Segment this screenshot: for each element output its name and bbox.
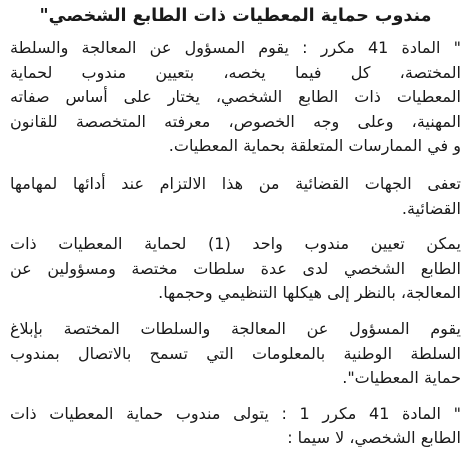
text-line: يمكن تعيين مندوب واحد (1) لحماية المعطيات ذات bbox=[10, 234, 461, 254]
paragraph-notification bbox=[10, 317, 461, 391]
section-heading: مندوب حماية المعطيات ذات الطابع الشخصي" bbox=[39, 6, 432, 26]
text-line: المختصة، كل فيما يخصه، بتعيين مندوب لحماية bbox=[10, 62, 461, 82]
text-line: المهنية، وعلى وجه الخصوص، معرفته المتخصصة للقانون bbox=[10, 111, 461, 131]
text-line: المعطيات ذات الطابع الشخصي، يختار على أساس صفاته bbox=[10, 87, 461, 107]
text-line: المعالجة، بالنظر إلى هيكلها التنظيمي وحجمها. bbox=[158, 283, 461, 303]
text-line: تعفى الجهات القضائية من هذا الالتزام عند أدائها لمهامها bbox=[10, 173, 461, 193]
text-line: السلطة الوطنية بالمعلومات التي تسمح بالاتصال بمندوب bbox=[10, 343, 461, 363]
paragraph-article-41-bis-1 bbox=[10, 402, 461, 451]
text-line: يقوم المسؤول عن المعالجة والسلطات المختصة بإبلاغ bbox=[10, 318, 461, 338]
text-line: القضائية. bbox=[401, 198, 461, 218]
text-line: الطابع الشخصي لدى عدة سلطات مختصة ومسؤولين عن bbox=[10, 258, 461, 278]
paragraph-article-41-bis bbox=[10, 36, 461, 159]
text-line: الطابع الشخصي، لا سيما : bbox=[287, 428, 461, 448]
paragraph-single-delegate bbox=[10, 232, 461, 306]
text-line: و في الممارسات المتعلقة بحماية المعطيات. bbox=[168, 136, 461, 156]
text-line: " المادة 41 مكرر : يقوم المسؤول عن المعالجة والسلطة bbox=[10, 38, 461, 57]
text-line: " المادة 41 مكرر 1 : يتولى مندوب حماية المعطيات ذات bbox=[10, 403, 461, 423]
text-line: حماية المعطيات". bbox=[342, 368, 461, 388]
paragraph-judicial-exemption bbox=[10, 172, 461, 221]
article-body bbox=[10, 36, 461, 451]
